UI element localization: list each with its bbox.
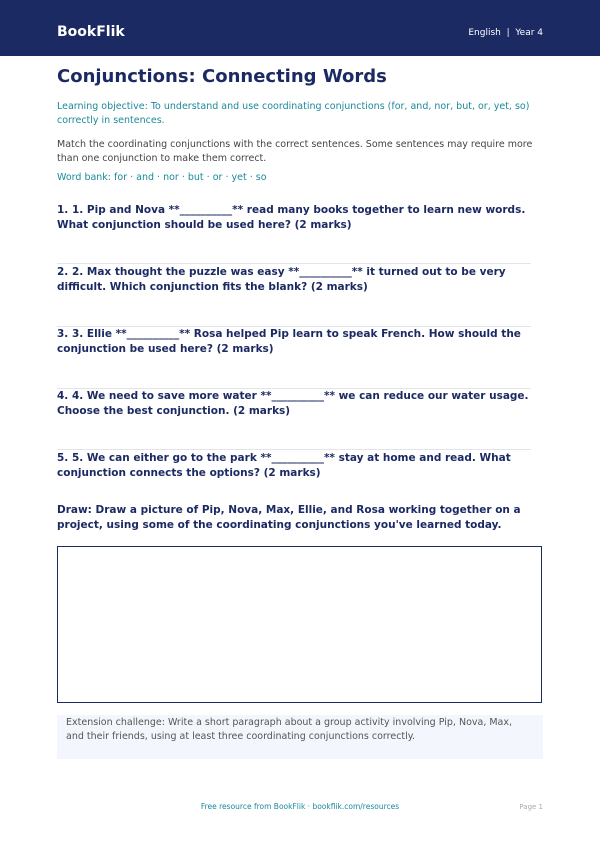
extension-challenge: Extension challenge: Write a short paragraph about a group activity involving Pip, Nova, Max, and their friends, using at least three coordinating conjunctions correctly. bbox=[57, 715, 543, 759]
question-2: 2. 2. Max thought the puzzle was easy **__________** it turned out to be very difficult. Which conjunction fits the blank? (2 marks) bbox=[57, 266, 506, 293]
learning-objective: Learning objective: To understand and use coordinating conjunctions (for, and, nor, but, or, yet, so) correctly in sentences. bbox=[57, 101, 530, 126]
page-title: Conjunctions: Connecting Words bbox=[57, 66, 387, 87]
question-1: 1. 1. Pip and Nova **__________** read many books together to learn new words. What conjunction should be used here? (2 marks) bbox=[57, 204, 526, 231]
word-bank: Word bank: for · and · nor · but · or · yet · so bbox=[57, 172, 267, 183]
question-5: 5. 5. We can either go to the park **__________** stay at home and read. What conjunction connects the options? (2 marks) bbox=[57, 452, 511, 479]
draw-prompt: Draw: Draw a picture of Pip, Nova, Max, Ellie, and Rosa working together on a project, using some of the coordinating conjunctions you've learned today. bbox=[57, 504, 521, 531]
question-divider bbox=[57, 263, 531, 264]
subject-year-label: English | Year 4 bbox=[468, 28, 543, 38]
footer-text: Free resource from BookFlik · bookflik.com/resources bbox=[200, 802, 400, 811]
drawing-area[interactable] bbox=[57, 546, 542, 703]
brand-logo-text: BookFlik bbox=[57, 24, 125, 40]
question-3: 3. 3. Ellie **__________** Rosa helped Pip learn to speak French. How should the conjunction be used here? (2 marks) bbox=[57, 328, 521, 355]
question-divider bbox=[57, 449, 531, 450]
header-bar bbox=[0, 0, 600, 56]
question-4: 4. 4. We need to save more water **__________** we can reduce our water usage. Choose the best conjunction. (2 marks) bbox=[57, 390, 529, 417]
page-number: Page 1 bbox=[519, 803, 543, 811]
instructions-text: Match the coordinating conjunctions with the correct sentences. Some sentences may require more than one conjunction to make them correct. bbox=[57, 139, 533, 164]
